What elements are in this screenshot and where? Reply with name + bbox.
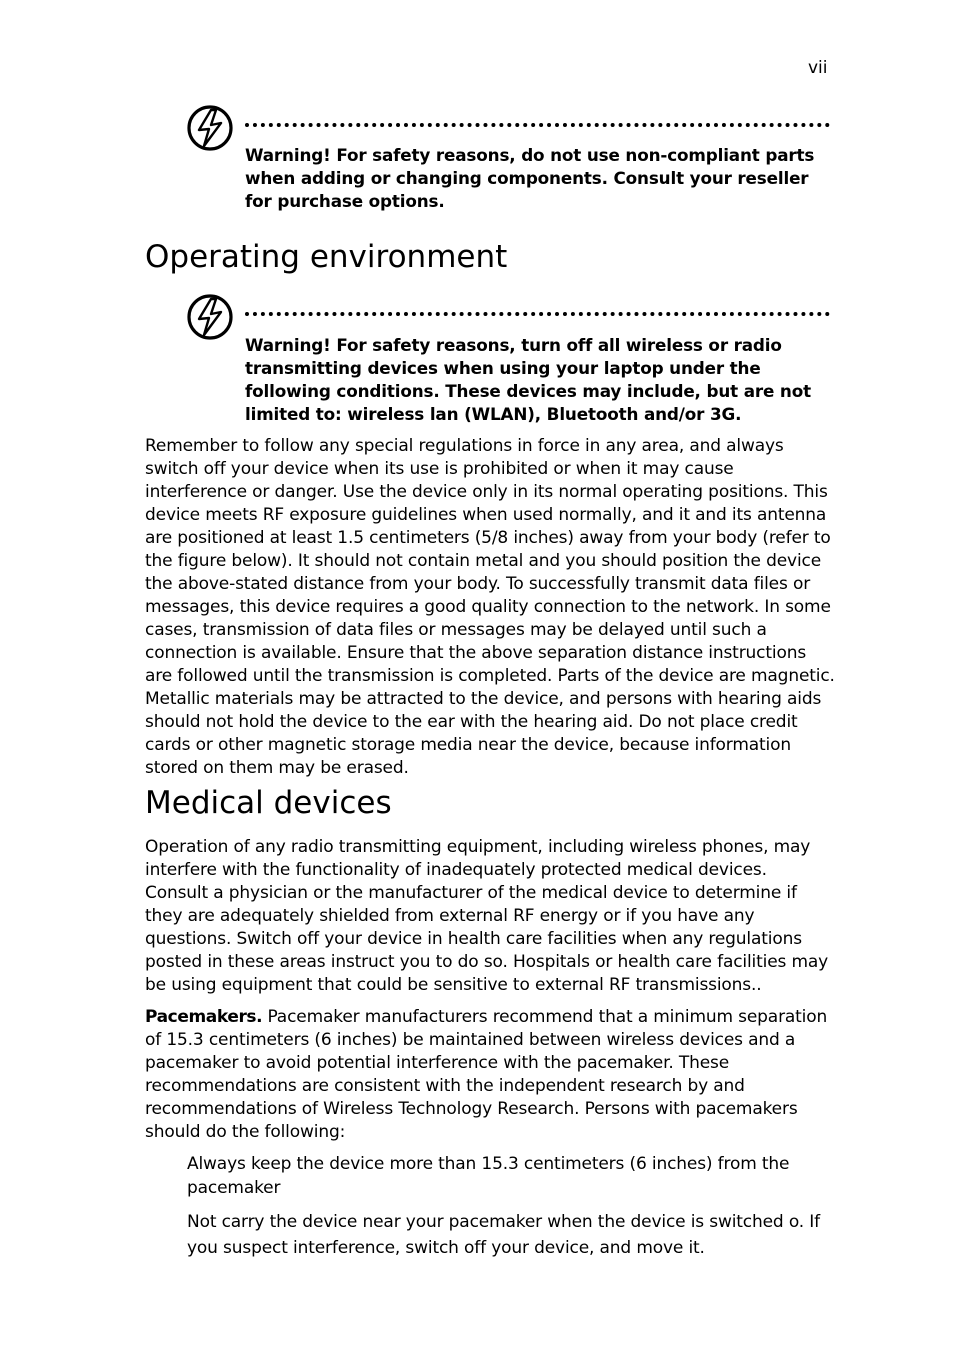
pacemakers-text: Pacemaker manufacturers recommend that a minimum separation of 15.3 centimeters (6 inches) be maintained between wireless devices and a pacemaker to avoid potential interference with the pacemaker. These recommendations are consistent with the independent research by and recommendations of Wireless Technology Research. Persons with pacemakers should do the following: bbox=[145, 1007, 828, 1142]
warning-note-1 bbox=[185, 103, 835, 218]
warning-text: Warning! For safety reasons, do not use non-compliant parts when adding or changing components. Consult your reseller for purchase options. bbox=[245, 145, 815, 211]
dotted-divider bbox=[245, 123, 830, 127]
operating-environment-paragraph: Remember to follow any special regulations in force in any area, and always switch off your device when its use is prohibited or when it may cause interference or danger. Use the device only in its normal operating positions. This device meets RF exposure guidelines when used normally, and it and its antenna are positioned at least 1.5 centimeters (5/8 inches) away from your body (refer to the figure below). It should not contain metal and you should position the device the above-stated distance from your body. To successfully transmit data files or messages, this device requires a good quality connection to the network. In some cases, transmission of data files or messages may be delayed until such a connection is available. Ensure that the above separation distance instructions are followed until the transmission is completed. Parts of the device are magnetic. Metallic materials may be attracted to the device, and persons with hearing aids should not hold the device to the ear with the hearing aid. Do not place credit cards or other magnetic storage media near the device, because information stored on them may be erased. bbox=[145, 436, 835, 778]
page-number: vii bbox=[808, 58, 828, 78]
pacemakers-lead: Pacemakers. bbox=[145, 1007, 263, 1027]
dotted-divider bbox=[245, 312, 830, 316]
section-heading-medical-devices: Medical devices bbox=[145, 785, 392, 821]
list-item: Not carry the device near your pacemaker when the device is switched o. If you suspect interference, switch off your device, and move it. bbox=[187, 1212, 820, 1258]
lightning-warning-icon bbox=[185, 103, 235, 153]
lightning-warning-icon bbox=[185, 292, 235, 342]
pacemakers-paragraph bbox=[145, 1006, 835, 1144]
list-item: Always keep the device more than 15.3 centimeters (6 inches) from the pacemaker bbox=[187, 1154, 790, 1198]
warning-note-2 bbox=[185, 292, 835, 432]
section-heading-operating-environment: Operating environment bbox=[145, 239, 508, 275]
medical-devices-paragraph: Operation of any radio transmitting equipment, including wireless phones, may interfere with the functionality of inadequately protected medical devices. Consult a physician or the manufacturer of the medical device to determine if they are adequately shielded from external RF energy or if you have any questions. Switch off your device in health care facilities when any regulations posted in these areas instruct you to do so. Hospitals or health care facilities may be using equipment that could be sensitive to external RF transmissions.. bbox=[145, 837, 829, 995]
warning-text: Warning! For safety reasons, turn off all wireless or radio transmitting devices when using your laptop under the following conditions. These devices may include, but are not limited to: wireless lan (WLAN), Bluetooth and/or 3G. bbox=[245, 335, 811, 424]
